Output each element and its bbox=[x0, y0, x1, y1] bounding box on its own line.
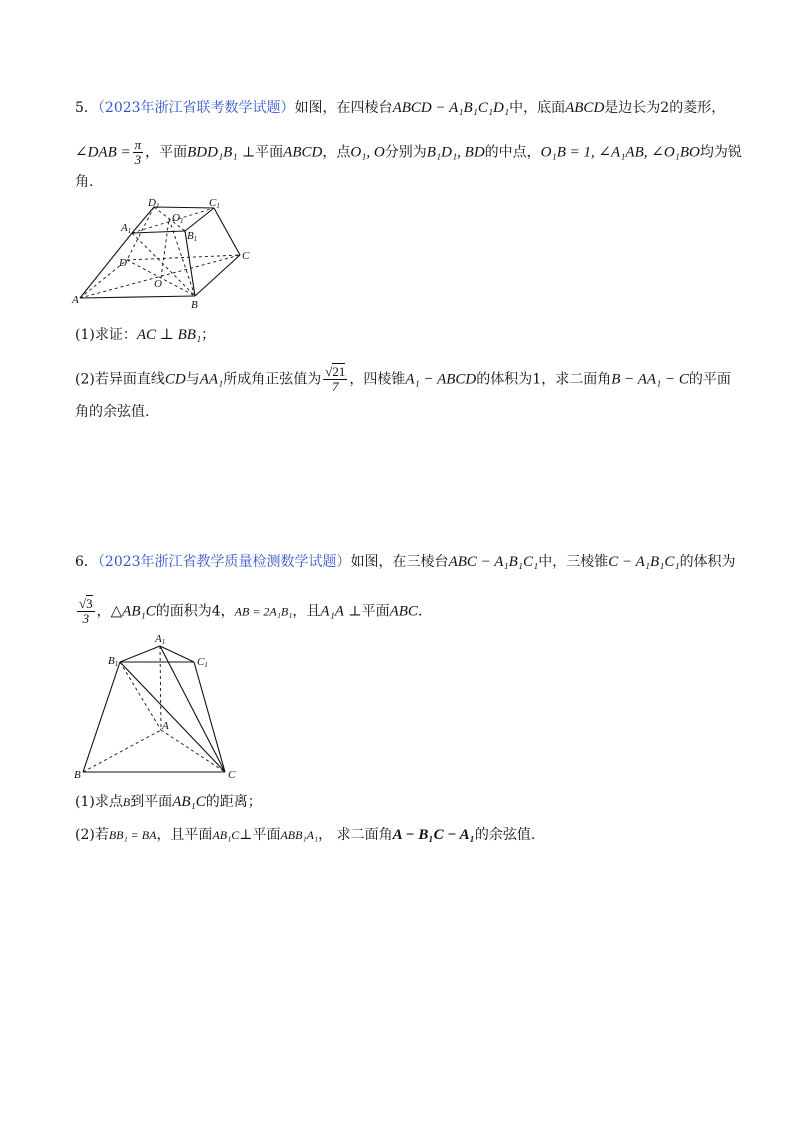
volume-fraction bbox=[77, 597, 95, 626]
text: 所成角正弦值为 bbox=[223, 371, 322, 388]
text: 角的余弦值. bbox=[75, 404, 150, 420]
points-expr: O₁, O bbox=[350, 144, 385, 161]
text: 的菱形， bbox=[669, 100, 726, 116]
base-expr: ABCD bbox=[565, 100, 605, 116]
volume-value: 1 bbox=[532, 371, 542, 388]
label-A1: A1 bbox=[155, 633, 166, 646]
problem6-line1 bbox=[75, 552, 736, 572]
problem5-q1 bbox=[75, 325, 215, 345]
label-B: B bbox=[74, 769, 81, 781]
line-a1a: A₁A bbox=[320, 603, 344, 620]
text: 的体积为 bbox=[679, 554, 736, 570]
frac-num: π bbox=[134, 137, 142, 152]
plane-expr: BDD₁B₁ bbox=[187, 144, 238, 161]
problem5-q2 bbox=[75, 365, 731, 394]
label-A: A bbox=[162, 720, 169, 732]
label-A: A bbox=[72, 294, 79, 306]
label-C1: C1 bbox=[197, 656, 208, 669]
text: 如图，在四棱台 bbox=[294, 100, 393, 116]
text: . bbox=[417, 603, 423, 620]
text: 平面 bbox=[255, 144, 284, 161]
text: 平面 bbox=[361, 603, 390, 620]
problem5-source: （2023年浙江省联考数学试题） bbox=[97, 100, 295, 116]
plane-expr: ABB₁A₁ bbox=[280, 828, 319, 842]
pyramid-expr: C − A₁B₁C₁ bbox=[608, 554, 680, 570]
text: 与 bbox=[185, 371, 200, 388]
segments-expr: B₁D₁, BD bbox=[426, 144, 485, 161]
text: ，且 bbox=[292, 603, 321, 620]
text: ， bbox=[220, 603, 235, 620]
text: 的距离； bbox=[205, 794, 262, 810]
angle-expr: ∠DAB = bbox=[75, 144, 131, 161]
text: (1)求证： bbox=[75, 327, 137, 343]
text: 的体积为 bbox=[476, 371, 533, 388]
problem5-line2 bbox=[75, 138, 742, 167]
text: ，求二面角 bbox=[541, 371, 612, 388]
condition-expr: O₁B = 1, ∠A₁AB, ∠O₁BO bbox=[540, 144, 700, 161]
text: ，四棱锥 bbox=[349, 371, 406, 388]
angle-fraction bbox=[133, 138, 144, 167]
text: 均为锐 bbox=[699, 144, 742, 161]
area-value: 4 bbox=[211, 603, 221, 620]
ratio-expr: AB = 2A₁B₁ bbox=[234, 604, 293, 619]
text: 角. bbox=[75, 174, 94, 190]
perp-symbol: ⊥ bbox=[242, 144, 256, 161]
label-B1: B1 bbox=[187, 230, 198, 243]
label-B1: B1 bbox=[108, 655, 119, 668]
text: ， bbox=[96, 603, 111, 620]
label-C: C bbox=[228, 769, 236, 781]
text: (2)若异面直线 bbox=[75, 371, 165, 388]
side-value: 2 bbox=[660, 100, 670, 116]
text: 分别为 bbox=[384, 144, 427, 161]
perp-symbol: ⊥ bbox=[239, 827, 253, 843]
label-O: O bbox=[154, 278, 162, 290]
text: 到平面 bbox=[130, 794, 173, 810]
line-aa1: AA₁ bbox=[199, 371, 224, 388]
problem5-q2-line2 bbox=[75, 402, 149, 422]
text: ，且平面 bbox=[156, 827, 213, 843]
text: ，平面 bbox=[145, 144, 188, 161]
plane-expr: AB₁C bbox=[172, 794, 206, 810]
frustum-expr: ABC − A₁B₁C₁ bbox=[448, 554, 539, 570]
perp-symbol: ⊥ bbox=[348, 603, 362, 620]
problem6-q2 bbox=[75, 825, 535, 845]
frac-den: 3 bbox=[134, 152, 142, 167]
label-A1: A1 bbox=[121, 222, 132, 235]
q1-expr: AC ⊥ BB₁ bbox=[136, 327, 202, 343]
radicand: 3 bbox=[86, 596, 93, 611]
triangle-expr: △AB₁C bbox=[110, 603, 156, 620]
text: 的中点， bbox=[484, 144, 541, 161]
sine-fraction bbox=[323, 365, 347, 394]
frac-den: 7 bbox=[332, 379, 339, 394]
text: ， 求二面角 bbox=[318, 827, 393, 843]
problem5-line1 bbox=[75, 98, 725, 118]
label-O1: O1 bbox=[172, 212, 184, 225]
problem6-number: 6． bbox=[75, 554, 98, 570]
text: 的面积为 bbox=[155, 603, 212, 620]
problem6-line2 bbox=[75, 597, 422, 626]
label-D1: D1 bbox=[148, 197, 160, 210]
point-b: B bbox=[122, 795, 131, 809]
plane-expr: ABC bbox=[389, 603, 418, 620]
plane-expr: ABCD bbox=[283, 144, 323, 161]
frustum-expr: ABCD − A₁B₁C₁D₁ bbox=[392, 100, 510, 116]
text: 是边长为 bbox=[604, 100, 661, 116]
text: 的余弦值. bbox=[474, 827, 536, 843]
text: ，点 bbox=[322, 144, 351, 161]
plane-expr: AB₁C bbox=[212, 828, 240, 842]
text: (2)若 bbox=[75, 827, 109, 843]
problem6-q1 bbox=[75, 792, 262, 812]
problem6-source: （2023年浙江省教学质量检测数学试题） bbox=[97, 554, 351, 570]
text: (1)求点 bbox=[75, 794, 123, 810]
equality-expr: BB₁ = BA bbox=[108, 828, 157, 842]
label-D: D bbox=[119, 257, 127, 269]
text: ； bbox=[201, 327, 216, 343]
frac-num: √21 bbox=[325, 364, 346, 379]
line-cd: CD bbox=[164, 371, 186, 388]
text: 如图，在三棱台 bbox=[350, 554, 449, 570]
label-C: C bbox=[242, 250, 250, 262]
frac-den: 3 bbox=[82, 611, 90, 626]
frac-num: √3 bbox=[79, 596, 93, 611]
radicand: 21 bbox=[332, 364, 346, 379]
text: 的平面 bbox=[688, 371, 731, 388]
problem5-line3 bbox=[75, 172, 93, 192]
problem5-number: 5． bbox=[75, 100, 98, 116]
pyramid-expr: A₁ − ABCD bbox=[405, 371, 477, 388]
label-C1: C1 bbox=[209, 197, 220, 210]
text: 中，底面 bbox=[509, 100, 566, 116]
dihedral-expr: B − AA₁ − C bbox=[611, 371, 689, 388]
problem5-figure bbox=[70, 195, 260, 310]
text: 平面 bbox=[252, 827, 281, 843]
dihedral-expr: A − B₁C − A₁ bbox=[392, 827, 475, 843]
text: 中，三棱锥 bbox=[538, 554, 609, 570]
problem6-figure bbox=[70, 632, 245, 782]
label-B: B bbox=[191, 299, 198, 311]
